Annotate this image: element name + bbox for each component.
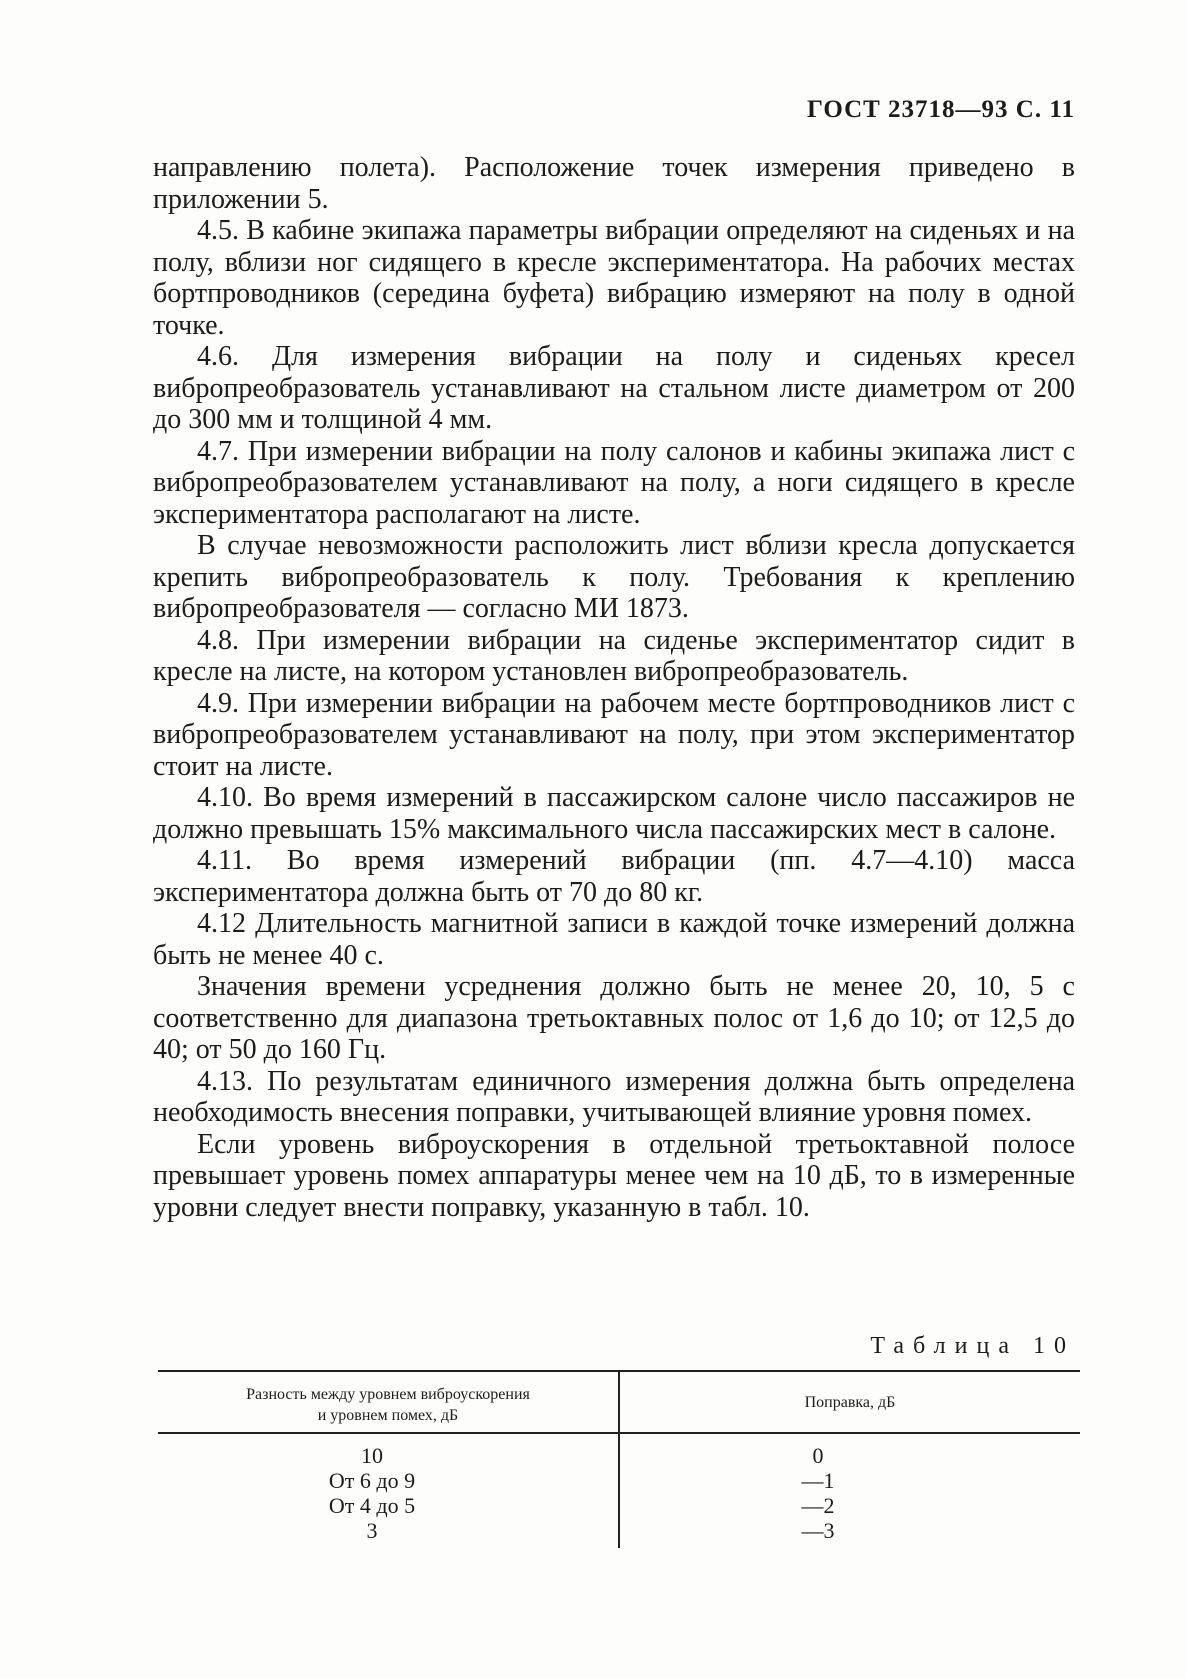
difference-cell: 3 [366, 1518, 378, 1543]
table-row [158, 1518, 1080, 1543]
paragraph-4-6: 4.6. Для измерения вибрации на полу и сиденьях кресел вибропреобразователь устанавливают на стальном листе диаметром от 200 до 300 мм и толщиной 4 мм. [153, 341, 1075, 435]
body-text [153, 152, 1075, 1223]
paragraph-4-7: 4.7. При измерении вибрации на полу салонов и кабины экипажа лист с вибропреобразователем устанавливают на полу, а ноги сидящего в кресле экспериментатора располагают на листе. [153, 435, 1075, 530]
correction-cell: —3 [801, 1518, 835, 1543]
correction-cell: —2 [801, 1493, 835, 1518]
header-line: и уровнем помех, дБ [317, 1407, 459, 1424]
difference-cell: От 4 до 5 [328, 1493, 416, 1518]
table-row [158, 1443, 1080, 1468]
paragraph-4-5: 4.5. В кабине экипажа параметры вибрации определяют на сиденьях и на полу, вблизи ног сидящего в кресле экспериментатора. На рабочих местах бортпроводников (середина буфета) вибрацию измеряют на полу в одной точке. [153, 215, 1075, 341]
paragraph-4-11: 4.11. Во время измерений вибрации (пп. 4.7—4.10) масса экспериментатора должна быть от 70 до 80 кг. [153, 845, 1075, 908]
table-header-difference [158, 1384, 618, 1426]
paragraph-4-8: 4.8. При измерении вибрации на сиденье экспериментатор сидит в кресле на листе, на котором установлен вибропреобразователь. [153, 624, 1075, 687]
paragraph-4-9: 4.9. При измерении вибрации на рабочем месте бортпроводников лист с вибропреобразователем устанавливают на полу, при этом экспериментатор стоит на листе. [153, 687, 1075, 782]
paragraph-4-10: 4.10. Во время измерений в пассажирском салоне число пассажиров не должно превышать 15% максимального числа пассажирских мест в салоне. [153, 782, 1075, 845]
paragraph-4-13: 4.13. По результатам единичного измерения должна быть определена необходимость внесения поправки, учитывающей влияние уровня помех. [153, 1065, 1075, 1128]
correction-table [158, 1370, 1080, 1548]
table-caption: Таблица 10 [870, 1333, 1075, 1359]
paragraph: Если уровень виброускорения в отдельной третьоктавной полосе превышает уровень помех аппаратуры менее чем на 10 дБ, то в измеренные уровни следует внести поправку, указанную в табл. 10. [153, 1128, 1075, 1223]
paragraph: направлению полета). Расположение точек измерения приведено в приложении 5. [153, 152, 1075, 215]
table-row [158, 1493, 1080, 1518]
table-header-correction: Поправка, дБ [804, 1394, 896, 1411]
correction-cell: —1 [801, 1468, 835, 1493]
header-line: Разность между уровнем виброускорения [246, 1386, 530, 1403]
paragraph: Значения времени усреднения должно быть не менее 20, 10, 5 с соответственно для диапазона третьоктавных полос от 1,6 до 10; от 12,5 до 40; от 50 до 160 Гц. [153, 971, 1075, 1065]
paragraph: В случае невозможности расположить лист вблизи кресла допускается крепить вибропреобразователь к полу. Требования к креплению вибропреобразователя — согласно МИ 1873. [153, 530, 1075, 624]
correction-cell: 0 [812, 1443, 824, 1468]
table-row [158, 1468, 1080, 1493]
page-header: ГОСТ 23718—93 С. 11 [807, 96, 1075, 123]
difference-cell: 10 [361, 1443, 383, 1468]
difference-cell: От 6 до 9 [328, 1468, 416, 1493]
table-body [158, 1443, 1080, 1543]
paragraph-4-12: 4.12 Длительность магнитной записи в каждой точке измерений должна быть не менее 40 с. [153, 908, 1075, 971]
